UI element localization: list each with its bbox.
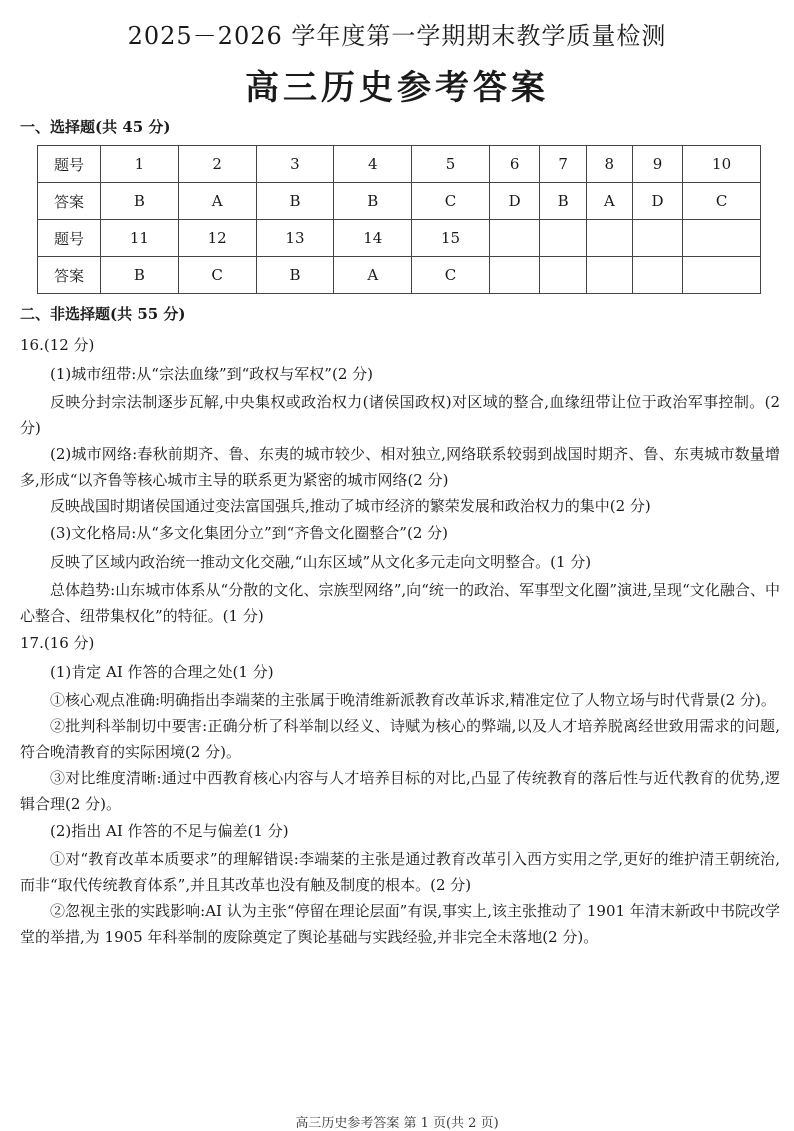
answer-cell: C	[683, 183, 761, 220]
q16-point-1: (1)城市纽带:从“宗法血缘”到“政权与军权”(2 分)	[50, 365, 373, 383]
section2-heading: 二、非选择题(共 55 分)	[20, 305, 186, 323]
row-label-answer: 答案	[38, 183, 101, 220]
answer-cell	[632, 257, 682, 294]
answer-cell: B	[256, 257, 334, 294]
q17-part-1-point-2: ②批判科举制切中要害:正确分析了科举制以经义、诗赋为核心的弊端,以及人才培养脱离经世致用需求的问题,符合晚清教育的实际困境(2 分)。	[20, 717, 780, 761]
question-number: 13	[256, 220, 334, 257]
answer-cell: B	[334, 183, 412, 220]
answer-cell	[586, 257, 632, 294]
answer-cell: B	[256, 183, 334, 220]
table-row	[38, 146, 761, 183]
answer-cell: C	[412, 183, 490, 220]
q17-part-2-point-1: ①对“教育改革本质要求”的理解错误:李端棻的主张是通过教育改革引入西方实用之学,更好的维护清王朝统治,而非“取代传统教育体系”,并且其改革也没有触及制度的根本。(2 分)	[20, 850, 780, 894]
q16-overall-trend: 总体趋势:山东城市体系从“分散的文化、宗族型网络”,向“统一的政治、军事型文化圈”演进,呈现“文化融合、中心整合、纽带集权化”的特征。(1 分)	[20, 581, 780, 625]
question-number: 8	[586, 146, 632, 183]
q16-point-2-explanation: 反映战国时期诸侯国通过变法富国强兵,推动了城市经济的繁荣发展和政治权力的集中(2 分)	[50, 497, 651, 515]
answer-cell: B	[540, 183, 587, 220]
answer-cell: B	[101, 183, 179, 220]
row-label-answer: 答案	[38, 257, 101, 294]
question-number	[632, 220, 682, 257]
question-number: 10	[683, 146, 761, 183]
question-number: 12	[178, 220, 256, 257]
question-number: 3	[256, 146, 334, 183]
answer-cell: A	[178, 183, 256, 220]
question-number	[586, 220, 632, 257]
answer-cell: B	[101, 257, 179, 294]
exam-title: 2025－2026 学年度第一学期期末教学质量检测	[127, 22, 667, 50]
q16-point-1-explanation: 反映分封宗法制逐步瓦解,中央集权或政治权力(诸侯国政权)对区域的整合,血缘纽带让位于政治军事控制。(2 分)	[20, 393, 780, 437]
question-16-label: 16.(12 分)	[20, 336, 95, 354]
question-number: 1	[101, 146, 179, 183]
q17-part-2-heading: (2)指出 AI 作答的不足与偏差(1 分)	[50, 822, 289, 840]
question-number: 5	[412, 146, 490, 183]
question-number: 15	[412, 220, 490, 257]
answer-cell: A	[334, 257, 412, 294]
answer-table	[37, 145, 761, 294]
q16-point-3-explanation: 反映了区域内政治统一推动文化交融,“山东区域”从文化多元走向文明整合。(1 分)	[50, 553, 592, 571]
answer-content	[20, 331, 780, 950]
q16-point-2: (2)城市网络:春秋前期齐、鲁、东夷的城市较少、相对独立,网络联系较弱到战国时期齐、鲁、东夷城市数量增多,形成“以齐鲁等核心城市主导的联系更为紧密的城市网络(2 分)	[20, 445, 780, 489]
q16-point-3: (3)文化格局:从“多文化集团分立”到“齐鲁文化圈整合”(2 分)	[50, 524, 448, 542]
question-number: 2	[178, 146, 256, 183]
question-number: 6	[489, 146, 539, 183]
answer-cell: A	[586, 183, 632, 220]
table-row	[38, 183, 761, 220]
answer-cell	[683, 257, 761, 294]
question-number	[683, 220, 761, 257]
page-footer: 高三历史参考答案 第 1 页(共 2 页)	[295, 1116, 499, 1131]
question-number: 4	[334, 146, 412, 183]
question-17-label: 17.(16 分)	[20, 634, 95, 652]
answer-cell: C	[178, 257, 256, 294]
row-label-question: 题号	[38, 220, 101, 257]
answer-cell	[540, 257, 587, 294]
question-number: 9	[632, 146, 682, 183]
q17-part-2-point-2: ②忽视主张的实践影响:AI 认为主张“停留在理论层面”有误,事实上,该主张推动了 1901 年清末新政中书院改学堂的举措,为 1905 年科举制的废除奠定了舆论基础与实践经验,并非完全未落地(2 分)。	[20, 902, 780, 946]
answer-cell: D	[489, 183, 539, 220]
question-number: 11	[101, 220, 179, 257]
row-label-question: 题号	[38, 146, 101, 183]
answer-cell	[489, 257, 539, 294]
question-number	[540, 220, 587, 257]
answer-cell: C	[412, 257, 490, 294]
document-title: 高三历史参考答案	[245, 68, 549, 108]
table-row	[38, 220, 761, 257]
question-number: 14	[334, 220, 412, 257]
table-row	[38, 257, 761, 294]
q17-part-1-point-1: ①核心观点准确:明确指出李端棻的主张属于晚清维新派教育改革诉求,精准定位了人物立场与时代背景(2 分)。	[50, 691, 776, 709]
q17-part-1-heading: (1)肯定 AI 作答的合理之处(1 分)	[50, 663, 274, 681]
q17-part-1-point-3: ③对比维度清晰:通过中西教育核心内容与人才培养目标的对比,凸显了传统教育的落后性与近代教育的优势,逻辑合理(2 分)。	[20, 769, 780, 813]
question-number	[489, 220, 539, 257]
question-number: 7	[540, 146, 587, 183]
section1-heading: 一、选择题(共 45 分)	[20, 118, 171, 136]
answer-cell: D	[632, 183, 682, 220]
